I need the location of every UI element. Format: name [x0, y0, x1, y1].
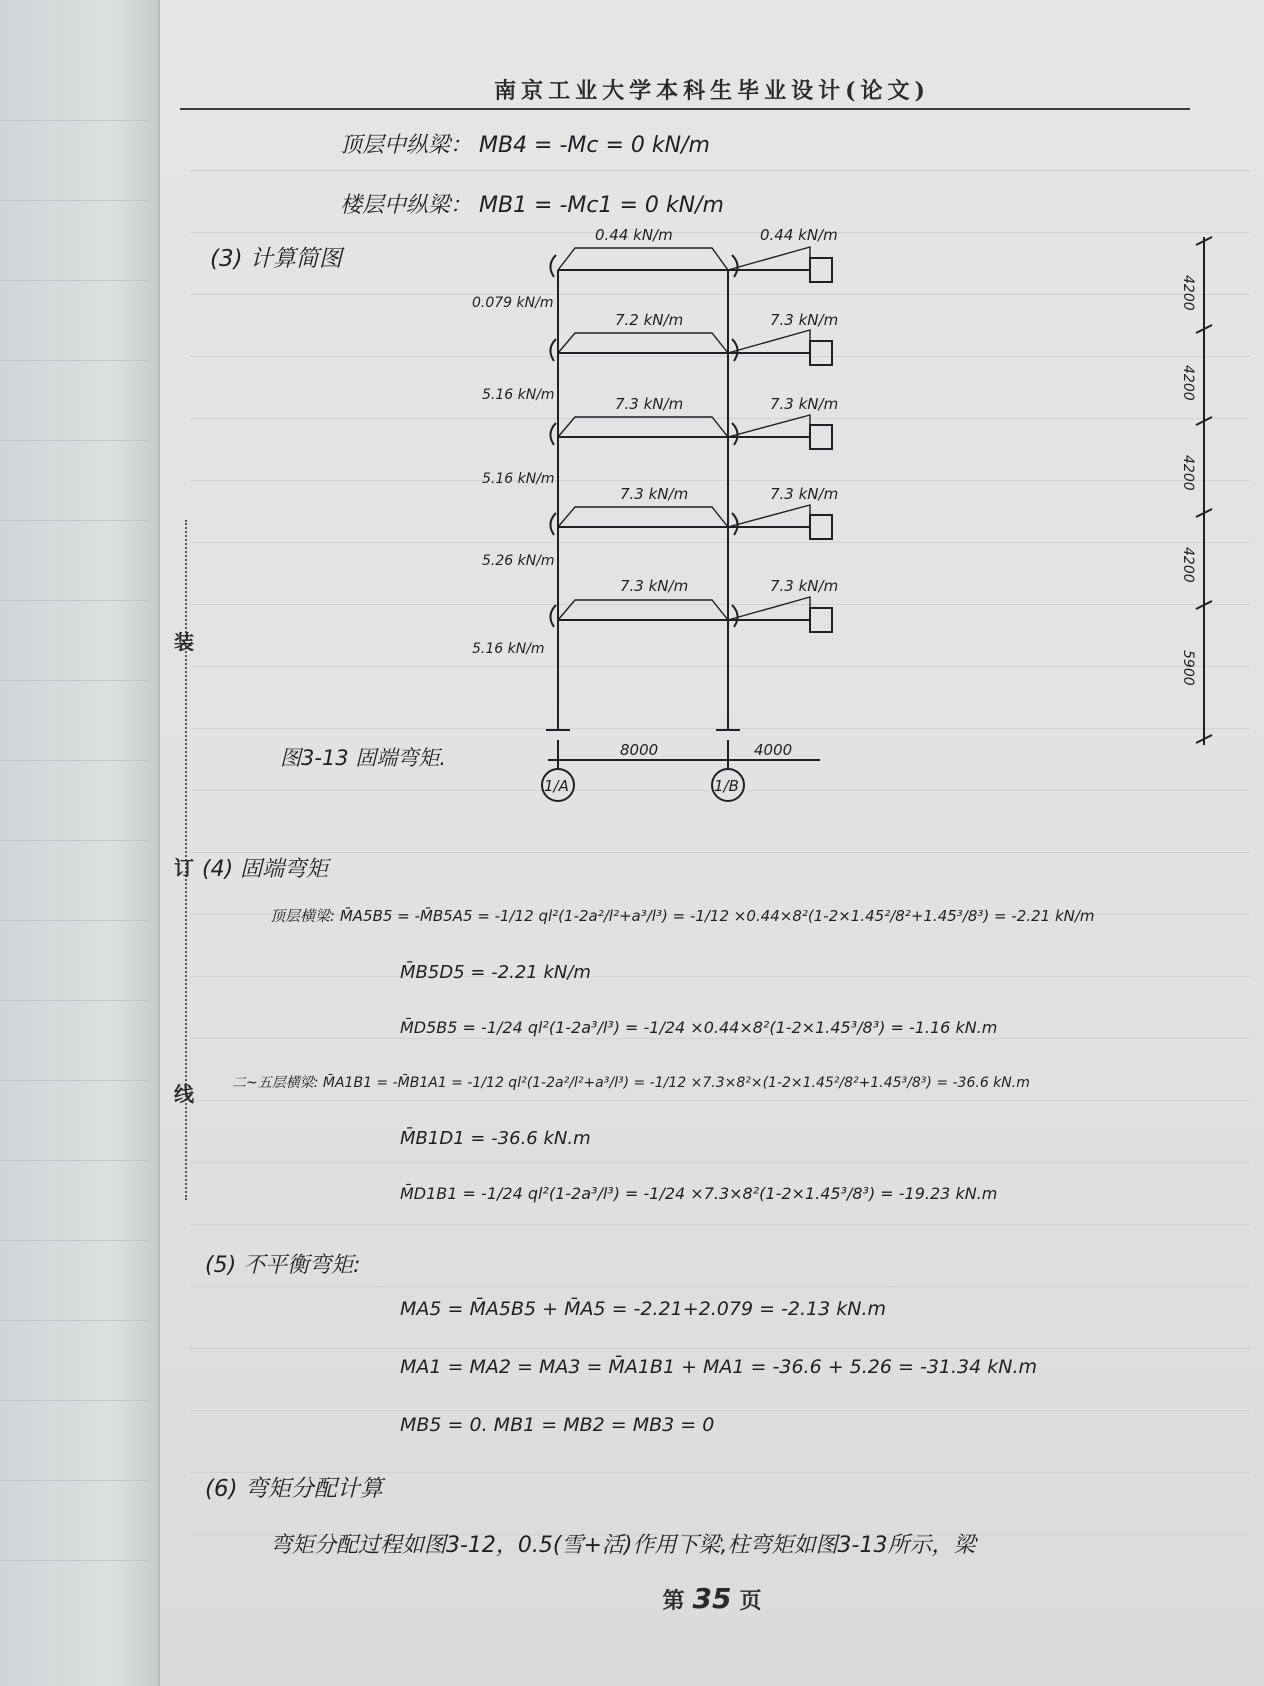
page-number: [160, 1582, 1264, 1615]
dim-span-right: 4000: [754, 741, 793, 759]
section-heading-5: (5) 不平衡弯矩:: [205, 1253, 361, 1278]
axis-label-a: 1/A: [544, 777, 569, 795]
moment-label-1: 5.16 kN/m: [472, 641, 545, 657]
load-label-floor-3-right: 7.3 kN/m: [770, 395, 839, 413]
page-number-value: 35: [692, 1582, 732, 1615]
section-heading-3: (3) 计算简图: [210, 246, 342, 272]
header-rule: [180, 108, 1190, 110]
page-number-prefix: 第: [662, 1588, 685, 1614]
binding-mark-2: 订: [174, 856, 194, 880]
load-label-top: 0.44 kN/m: [595, 226, 673, 244]
moment-label-3: 5.16 kN/m: [482, 471, 555, 487]
binding-mark-3: 线: [174, 1082, 194, 1106]
formula-ma5: MA5 = M̄A5B5 + M̄A5 = -2.21+2.079 = -2.13 kN.m: [400, 1298, 886, 1320]
formula-ma1: MA1 = MA2 = MA3 = M̄A1B1 + MA1 = -36.6 + 5.26 = -31.34 kN.m: [400, 1356, 1038, 1378]
moment-label-top: 0.079 kN/m: [472, 295, 554, 311]
formula-floor-beam-ab: 二~五层横梁: M̄A1B1 = -M̄B1A1 = -1/12 ql²(1-2a²/l²+a³/l³) = -1/12 ×7.3×8²×(1-2×1.45²/8²+1.45³/8³) = -36.6 kN.m: [232, 1075, 1030, 1091]
load-label-floor-2-right: 7.3 kN/m: [770, 485, 839, 503]
formula-top-beam-db: M̄D5B5 = -1/24 ql²(1-2a³/l³) = -1/24 ×0.44×8²(1-2×1.45³/8³) = -1.16 kN.m: [400, 1018, 998, 1037]
page-number-suffix: 页: [739, 1588, 762, 1614]
paragraph-moment-distribution: 弯矩分配过程如图3-12，0.5(雪+活)作用下梁,柱弯矩如图3-13所示，梁: [270, 1533, 976, 1558]
dim-height-4: 4200: [1180, 365, 1196, 401]
load-label-floor-1: 7.3 kN/m: [620, 577, 689, 595]
section-heading-4: (4) 固端弯矩: [202, 857, 329, 882]
page-header-title: 南京工业大学本科生毕业设计(论文): [494, 78, 930, 104]
axis-label-b: 1/B: [714, 777, 739, 795]
previous-page-edge: [0, 0, 160, 1686]
load-label-floor-3: 7.3 kN/m: [615, 395, 684, 413]
moment-label-2: 5.26 kN/m: [482, 553, 555, 569]
formula-mb5: MB5 = 0. MB1 = MB2 = MB3 = 0: [400, 1414, 715, 1436]
figure-caption: 图3-13 固端弯矩.: [280, 746, 447, 770]
text-line-floor-beam: 楼层中纵梁： MB1 = -Mc1 = 0 kN/m: [340, 193, 724, 218]
frame-diagram: [470, 225, 1230, 805]
formula-top-beam-ab: 顶层横梁: M̄A5B5 = -M̄B5A5 = -1/12 ql²(1-2a²/l²+a³/l³) = -1/12 ×0.44×8²(1-2×1.45²/8²+1.45³/8³) = -2.21 kN/m: [270, 907, 1095, 925]
load-label-floor-4: 7.2 kN/m: [615, 311, 684, 329]
dim-span-ab: 8000: [620, 741, 659, 759]
notebook-page: [160, 0, 1264, 1686]
formula-top-beam-bd: M̄B5D5 = -2.21 kN/m: [400, 962, 591, 983]
dim-height-2: 4200: [1180, 547, 1196, 583]
section-heading-6: (6) 弯矩分配计算: [205, 1476, 383, 1502]
dim-height-5: 4200: [1180, 275, 1196, 311]
formula-floor-beam-bd: M̄B1D1 = -36.6 kN.m: [400, 1128, 591, 1149]
load-label-floor-1-right: 7.3 kN/m: [770, 577, 839, 595]
dim-height-1: 5900: [1180, 650, 1196, 686]
load-label-floor-2: 7.3 kN/m: [620, 485, 689, 503]
binding-mark-1: 装: [174, 630, 194, 654]
load-label-floor-4-right: 7.3 kN/m: [770, 311, 839, 329]
load-label-top-right: 0.44 kN/m: [760, 226, 838, 244]
moment-label-4: 5.16 kN/m: [482, 387, 555, 403]
dim-height-3: 4200: [1180, 455, 1196, 491]
formula-floor-beam-db: M̄D1B1 = -1/24 ql²(1-2a³/l³) = -1/24 ×7.3×8²(1-2×1.45³/8³) = -19.23 kN.m: [400, 1184, 998, 1203]
text-line-top-beam: 顶层中纵梁： MB4 = -Mc = 0 kN/m: [340, 133, 710, 158]
